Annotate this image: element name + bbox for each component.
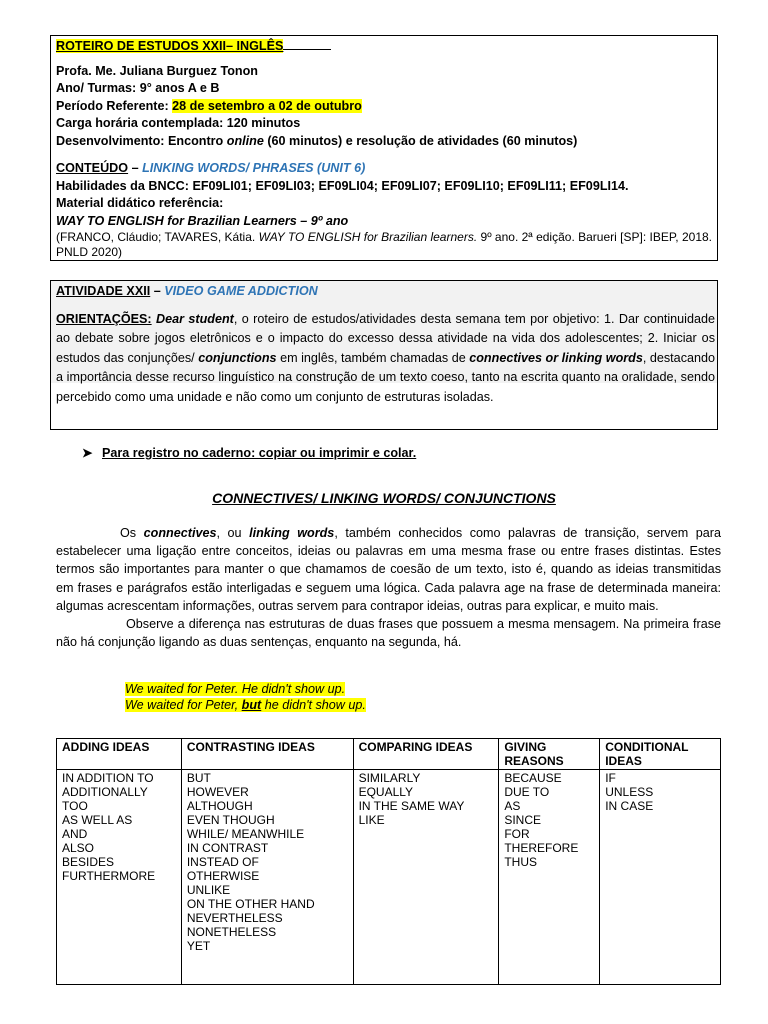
paragraph-1: Os connectives, ou linking words, também conhecidos como palavras de transição, servem para estabelecer uma ligação entre conceitos, ideias ou palavras em uma mesma frase ou entre frases distintas. Estes termos são importantes para manter o que chamamos de coesão de um texto, isto é, quando as ideias transmitidas em frases e parágrafos estão interligadas e seguem uma lógica. Cada palavra age na frase de determinada maneira: algumas acrescentam informações, outras servem para contrapor ideias, outras para explicar, e muito mais. bbox=[56, 526, 721, 613]
cell-adding bbox=[57, 770, 182, 985]
material-label: Material didático referência: bbox=[56, 196, 224, 210]
linking-word: NONETHELESS bbox=[186, 925, 277, 939]
linking-word: TOO bbox=[62, 799, 88, 813]
linking-word: INSTEAD OF bbox=[186, 855, 259, 869]
content-line: CONTEÚDO – LINKING WORDS/ PHRASES (UNIT 6) bbox=[56, 161, 366, 175]
example-1: We waited for Peter. He didn't show up. bbox=[125, 682, 346, 696]
linking-word: SIMILARLY bbox=[358, 771, 421, 785]
linking-word: FURTHERMORE bbox=[62, 869, 156, 883]
linking-word: IN THE SAME WAY bbox=[358, 799, 465, 813]
cell-contrasting bbox=[181, 770, 353, 985]
period: Período Referente: 28 de setembro a 02 de outubro bbox=[56, 98, 362, 113]
linking-word: YET bbox=[186, 939, 211, 953]
col-header-conditional: CONDITIONAL IDEAS bbox=[600, 739, 721, 770]
linking-word: ALSO bbox=[62, 841, 95, 855]
example-2: We waited for Peter, but he didn't show up. bbox=[125, 698, 366, 712]
cell-comparing bbox=[353, 770, 499, 985]
linking-word: BESIDES bbox=[62, 855, 115, 869]
linking-words-table bbox=[56, 738, 721, 985]
workload: Carga horária contemplada: 120 minutos bbox=[56, 116, 301, 130]
linking-word: ADDITIONALLY bbox=[62, 785, 148, 799]
arrow-bullet-icon: ➤ bbox=[82, 446, 93, 460]
notebook-instruction: ➤ Para registro no caderno: copiar ou imprimir e colar. bbox=[82, 446, 417, 460]
teacher-name: Profa. Me. Juliana Burguez Tonon bbox=[56, 63, 258, 78]
linking-word: OTHERWISE bbox=[186, 869, 260, 883]
development: Desenvolvimento: Encontro online (60 minutos) e resolução de atividades (60 minutos) bbox=[56, 133, 578, 148]
table-row bbox=[57, 770, 721, 985]
linking-word: BECAUSE bbox=[504, 771, 562, 785]
linking-word: ALTHOUGH bbox=[186, 799, 253, 813]
col-header-comparing: COMPARING IDEAS bbox=[353, 739, 499, 770]
table-header-row bbox=[57, 739, 721, 770]
linking-word: FOR bbox=[504, 827, 530, 841]
linking-word: WHILE/ MEANWHILE bbox=[186, 827, 305, 841]
linking-word: IN CASE bbox=[605, 799, 654, 813]
linking-word: UNLESS bbox=[605, 785, 654, 799]
guide-title: ROTEIRO DE ESTUDOS XXII– INGLÊS bbox=[56, 38, 712, 56]
linking-word: LIKE bbox=[358, 813, 385, 827]
linking-word: UNLIKE bbox=[186, 883, 231, 897]
study-guide-header-box bbox=[50, 35, 718, 261]
linking-word: IF bbox=[605, 771, 616, 785]
body-text bbox=[56, 524, 721, 651]
cell-reasons bbox=[499, 770, 600, 985]
linking-word: NEVERTHELESS bbox=[186, 911, 283, 925]
activity-box bbox=[50, 280, 718, 430]
linking-word: EQUALLY bbox=[358, 785, 414, 799]
section-title: CONNECTIVES/ LINKING WORDS/ CONJUNCTIONS bbox=[212, 490, 556, 506]
linking-word: THUS bbox=[504, 855, 537, 869]
col-header-contrasting: CONTRASTING IDEAS bbox=[181, 739, 353, 770]
book-reference: (FRANCO, Cláudio; TAVARES, Kátia. WAY TO ENGLISH for Brazilian learners. 9º ano. 2ª edição. Barueri [SP]: IBEP, 2018. PNLD 2020) bbox=[56, 230, 713, 259]
linking-word: BUT bbox=[186, 771, 211, 785]
activity-title: ATIVIDADE XXII – VIDEO GAME ADDICTION bbox=[56, 284, 318, 298]
linking-word: AND bbox=[62, 827, 88, 841]
bncc-skills: Habilidades da BNCC: EF09LI01; EF09LI03; EF09LI04; EF09LI07; EF09LI10; EF09LI11; EF09LI14. bbox=[56, 178, 629, 193]
classes: Ano/ Turmas: 9° anos A e B bbox=[56, 81, 220, 95]
col-header-adding: ADDING IDEAS bbox=[57, 739, 182, 770]
linking-word: DUE TO bbox=[504, 785, 550, 799]
linking-word: IN CONTRAST bbox=[186, 841, 269, 855]
linking-word: EVEN THOUGH bbox=[186, 813, 275, 827]
linking-word: AS WELL AS bbox=[62, 813, 133, 827]
linking-word: AS bbox=[504, 799, 521, 813]
cell-conditional bbox=[600, 770, 721, 985]
linking-word: HOWEVER bbox=[186, 785, 249, 799]
book-title: WAY TO ENGLISH for Brazilian Learners – 9º ano bbox=[56, 213, 349, 228]
linking-word: SINCE bbox=[504, 813, 542, 827]
linking-word: IN ADDITION TO bbox=[62, 771, 154, 785]
linking-word: ON THE OTHER HAND bbox=[186, 897, 315, 911]
linking-word: THEREFORE bbox=[504, 841, 579, 855]
col-header-reasons: GIVING REASONS bbox=[499, 739, 600, 770]
paragraph-2: Observe a diferença nas estruturas de duas frases que possuem a mesma mensagem. Na primeira frase não há conjunção ligando as duas sentenças, enquanto na segunda, há. bbox=[56, 617, 721, 650]
orientations: ORIENTAÇÕES: Dear student, o roteiro de estudos/atividades desta semana tem por objetivo: 1. Dar continuidade ao debate sobre jogos eletrônicos e o impacto do excesso dessa atividade na vida dos adolescentes; 2. Iniciar os estudos das conjunções/ conjunctions em inglês, também chamadas de connectives or linking words, destacando a importância desse recurso linguístico na construção de um texto coeso, tanto na escrita quanto na oralidade, sendo percebido como uma unidade e não como um conjunto de estruturas isoladas. bbox=[56, 311, 716, 404]
